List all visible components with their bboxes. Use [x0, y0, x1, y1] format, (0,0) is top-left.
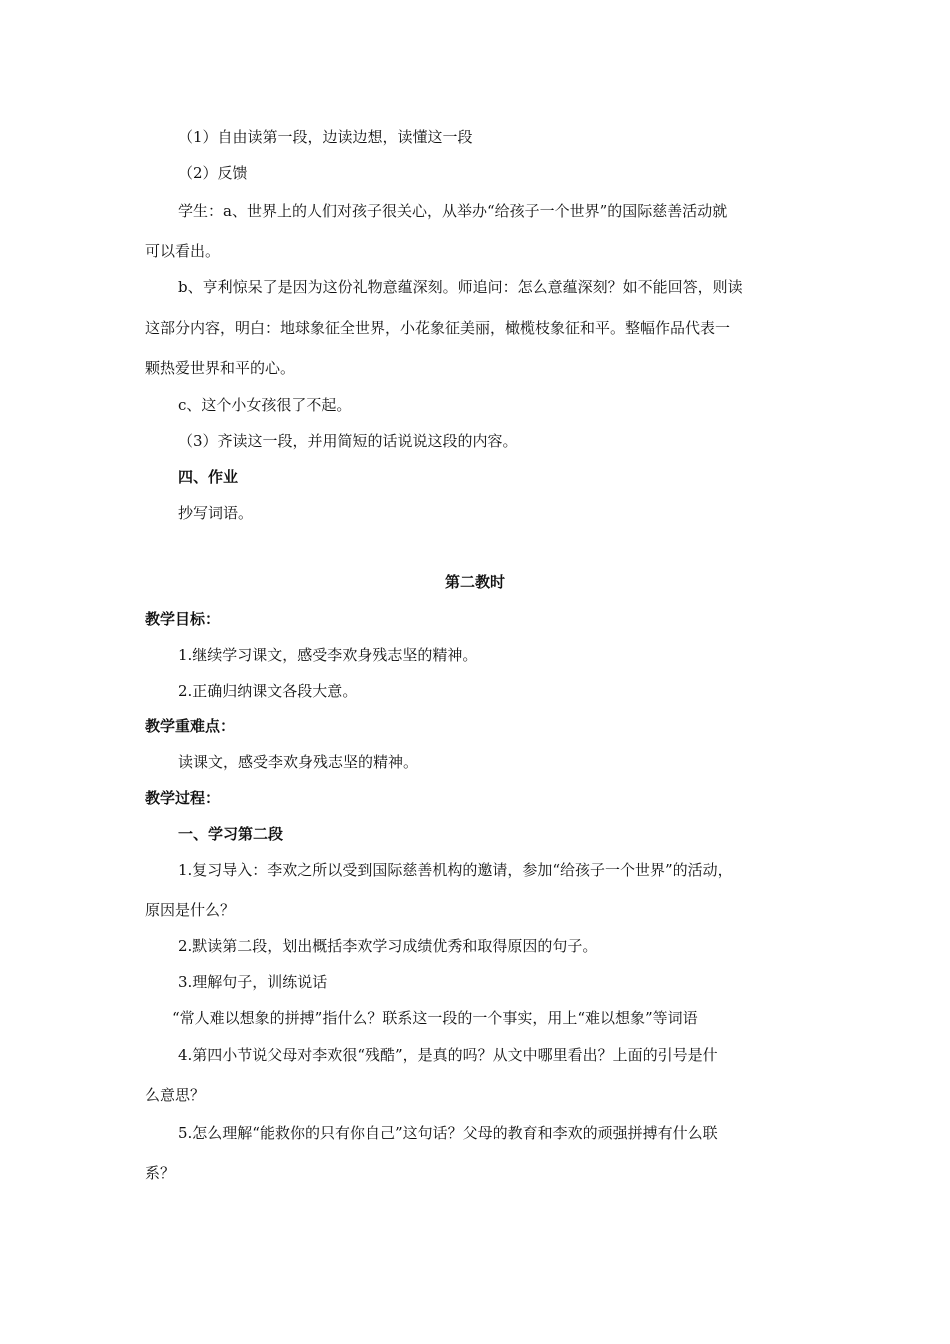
heading-key-difficulties: 教学重难点：	[145, 717, 236, 735]
goal-2: 2.正确归纳课文各段大意。	[178, 682, 358, 700]
step-3-read-together: （3）齐读这一段，并用简短的话说说这段的内容。	[178, 432, 518, 450]
process-item-5-line1: 5.怎么理解“能救你的只有你自己”这句话？父母的教育和李欢的顽强拼搏有什么联	[178, 1124, 718, 1142]
step-1-read-paragraph: （1）自由读第一段，边读边想，读懂这一段	[178, 128, 473, 146]
answer-c: c、这个小女孩很了不起。	[178, 396, 352, 414]
heading-teaching-process: 教学过程：	[145, 789, 221, 807]
process-item-3: 3.理解句子，训练说话	[178, 973, 328, 991]
student-answer-a-line2: 可以看出。	[145, 242, 221, 260]
homework-copy-words: 抄写词语。	[178, 504, 254, 522]
student-answer-a-line1: 学生：a、世界上的人们对孩子很关心，从举办“给孩子一个世界”的国际慈善活动就	[178, 202, 728, 220]
process-item-2: 2.默读第二段，划出概括李欢学习成绩优秀和取得原因的句子。	[178, 937, 598, 955]
answer-b-line3: 颗热爱世界和平的心。	[145, 359, 296, 377]
process-item-4-line1: 4.第四小节说父母对李欢很“残酷”，是真的吗？从文中哪里看出？上面的引号是什	[178, 1046, 718, 1064]
answer-b-line2: 这部分内容，明白：地球象征全世界，小花象征美丽，橄榄枝象征和平。整幅作品代表一	[145, 319, 731, 337]
key-difficulty-text: 读课文，感受李欢身残志坚的精神。	[178, 753, 419, 771]
goal-1: 1.继续学习课文，感受李欢身残志坚的精神。	[178, 646, 478, 664]
process-item-3-detail: “常人难以想象的拼搏”指什么？联系这一段的一个事实，用上“难以想象”等词语	[172, 1009, 698, 1027]
section-heading-homework: 四、作业	[178, 468, 239, 486]
step-2-feedback: （2）反馈	[178, 164, 248, 182]
process-item-1-line2: 原因是什么？	[145, 901, 236, 919]
section-heading-study-paragraph-2: 一、学习第二段	[178, 825, 284, 843]
lesson-title-second-period: 第二教时	[444, 573, 505, 591]
heading-teaching-goals: 教学目标：	[145, 610, 221, 628]
process-item-4-line2: 么意思？	[145, 1086, 206, 1104]
process-item-5-line2: 系？	[145, 1164, 176, 1182]
process-item-1-line1: 1.复习导入：李欢之所以受到国际慈善机构的邀请，参加“给孩子一个世界”的活动，	[178, 861, 733, 879]
answer-b-line1: b、亨利惊呆了是因为这份礼物意蕴深刻。师追问：怎么意蕴深刻？如不能回答，则读	[178, 278, 743, 296]
